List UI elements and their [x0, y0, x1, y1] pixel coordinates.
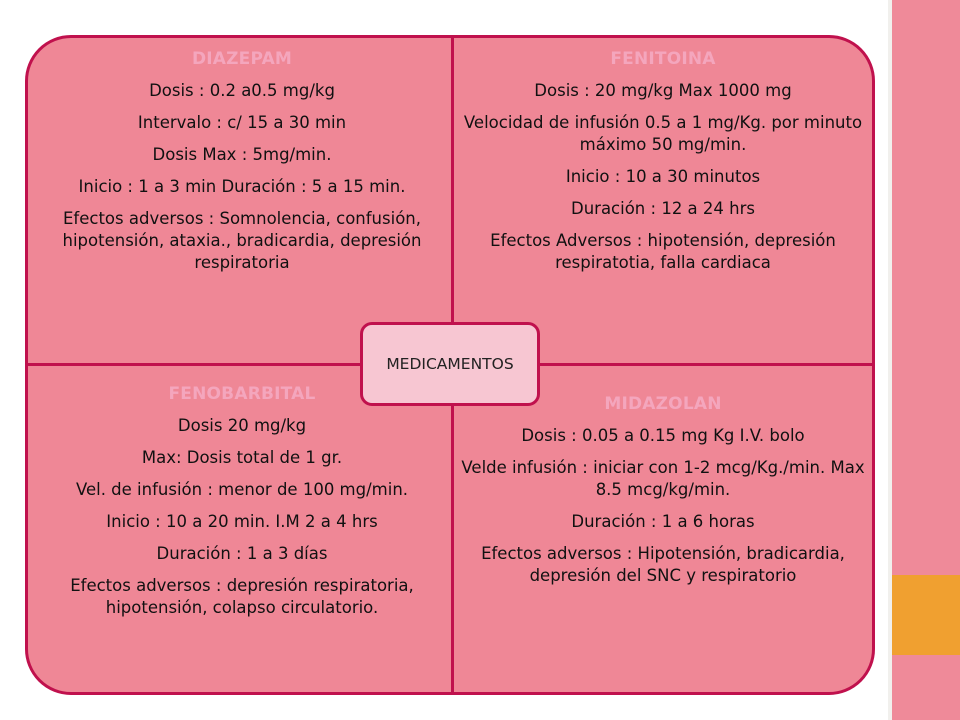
quadrant-fenitoina: [456, 48, 870, 284]
quadrant-fenobarbital: [36, 383, 448, 629]
onset-text: Inicio : 10 a 20 min. I.M 2 a 4 hrs: [106, 512, 378, 531]
adverse-effects-text: Efectos Adversos : hipotensión, depresión respiratotia, falla cardiaca: [490, 231, 836, 272]
dose-text: Dosis : 0.05 a 0.15 mg Kg I.V. bolo: [521, 426, 805, 445]
drug-title: FENOBARBITAL: [168, 384, 316, 404]
dose-text: Dosis 20 mg/kg: [177, 416, 307, 435]
onset-duration-text: Inicio : 1 a 3 min Duración : 5 a 15 min.: [78, 177, 406, 196]
duration-text: Duración : 12 a 24 hrs: [571, 199, 755, 218]
quadrant-midazolan: [456, 393, 870, 597]
drug-title: DIAZEPAM: [191, 49, 293, 69]
infusion-rate-text: Velocidad de infusión 0.5 a 1 mg/Kg. por minuto máximo 50 mg/min.: [463, 113, 863, 154]
drug-title: FENITOINA: [610, 49, 716, 69]
side-orange-accent: [892, 575, 960, 655]
duration-text: Duración : 1 a 6 horas: [571, 512, 755, 531]
center-label: MEDICAMENTOS: [386, 355, 514, 373]
adverse-effects-text: Efectos adversos : Somnolencia, confusión, hipotensión, ataxia., bradicardia, depresión respiratoria: [62, 209, 422, 272]
interval-text: Intervalo : c/ 15 a 30 min: [137, 113, 347, 132]
adverse-effects-text: Efectos adversos : Hipotensión, bradicardia, depresión del SNC y respiratorio: [481, 544, 845, 585]
drug-title: MIDAZOLAN: [604, 394, 722, 414]
onset-text: Inicio : 10 a 30 minutos: [565, 167, 761, 186]
dose-text: Dosis : 20 mg/kg Max 1000 mg: [534, 81, 792, 100]
infusion-rate-text: Velde infusión : iniciar con 1-2 mcg/Kg./min. Max 8.5 mcg/kg/min.: [461, 458, 865, 499]
quadrant-diazepam: [36, 48, 448, 284]
dose-text: Dosis : 0.2 a0.5 mg/kg: [149, 81, 335, 100]
infusion-rate-text: Vel. de infusión : menor de 100 mg/min.: [75, 480, 409, 499]
max-dose-text: Max: Dosis total de 1 gr.: [141, 448, 343, 467]
duration-text: Duración : 1 a 3 días: [156, 544, 328, 563]
max-dose-text: Dosis Max : 5mg/min.: [152, 145, 332, 164]
adverse-effects-text: Efectos adversos : depresión respiratoria, hipotensión, colapso circulatorio.: [70, 576, 414, 617]
center-label-box: [360, 322, 540, 406]
